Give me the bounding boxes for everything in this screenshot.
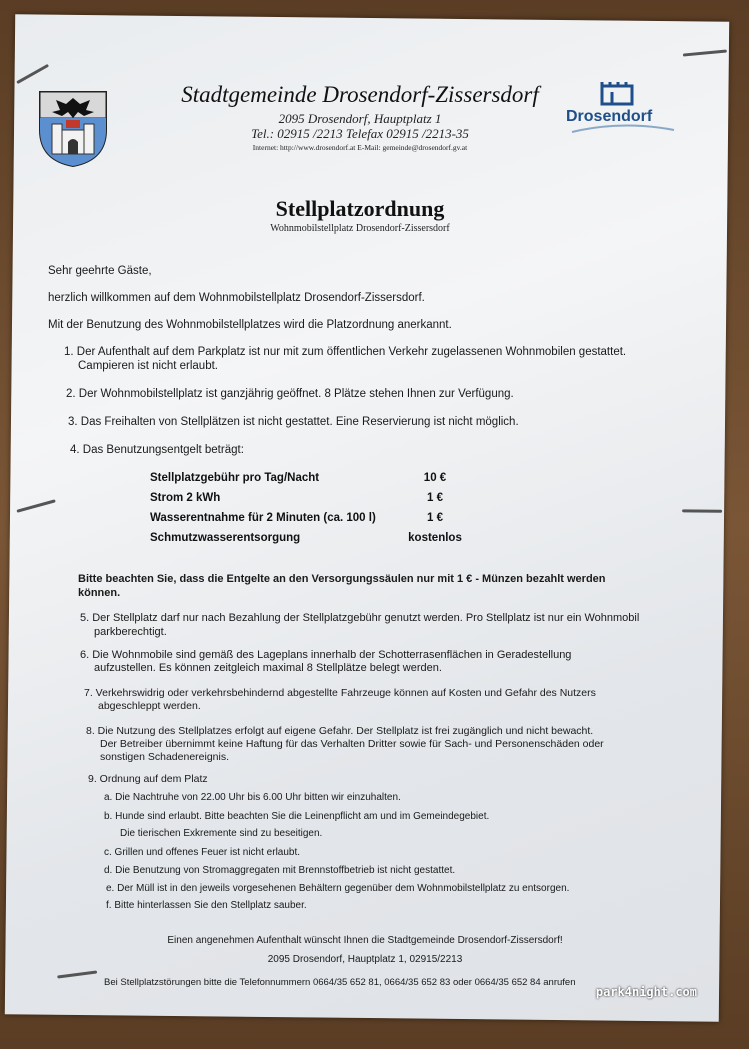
subrule-c: c. Grillen und offenes Feuer ist nicht erlaubt. bbox=[104, 847, 301, 858]
subrule-b: b. Hunde sind erlaubt. Bitte beachten Sie die Leinenpflicht am und im Gemeindegebiet. bbox=[104, 811, 490, 822]
subrule-e: e. Der Müll ist in den jeweils vorgesehenen Behältern gegenüber dem Wohnmobilstellplatz zu entsorgen. bbox=[106, 883, 570, 894]
rule-6-cont: aufzustellen. Es können zeitgleich maximal 8 Stellplätze belegt werden. bbox=[94, 662, 442, 674]
pin-bottom-left bbox=[57, 970, 97, 978]
rule-1: 1. Der Aufenthalt auf dem Parkplatz ist nur mit zum öffentlichen Verkehr zugelassenen Wohnmobilen gestattet. bbox=[64, 346, 627, 358]
pin-mid-left bbox=[16, 499, 55, 513]
acceptance-text: Mit der Benutzung des Wohnmobilstellplatzes wird die Platzordnung anerkannt. bbox=[48, 319, 452, 331]
coat-of-arms-icon bbox=[38, 90, 108, 168]
org-phone: Tel.: 02915 /2213 Telefax 02915 /2213-35 bbox=[251, 126, 469, 141]
drosendorf-logo bbox=[562, 82, 682, 144]
page-title: Stellplatzordnung bbox=[275, 196, 445, 221]
subrule-a: a. Die Nachtruhe von 22.00 Uhr bis 6.00 Uhr bitten wir einzuhalten. bbox=[104, 792, 401, 803]
coin-note-cont: können. bbox=[78, 587, 121, 599]
welcome-text: herzlich willkommen auf dem Wohnmobilstellplatz Drosendorf-Zissersdorf. bbox=[48, 292, 425, 304]
rule-7-cont: abgeschleppt werden. bbox=[98, 700, 201, 712]
fee-value-3: 1 € bbox=[427, 512, 443, 524]
rule-5-cont: parkberechtigt. bbox=[94, 626, 167, 638]
rule-8-cont: Der Betreiber übernimmt keine Haftung für das Verhalten Dritter sowie für Sach- und Personenschäden oder bbox=[100, 738, 604, 750]
fee-value-2: 1 € bbox=[427, 492, 443, 504]
rule-8-cont-2: sonstigen Schadenereignis. bbox=[100, 751, 230, 763]
rule-4: 4. Das Benutzungsentgelt beträgt: bbox=[70, 444, 244, 456]
coin-note: Bitte beachten Sie, dass die Entgelte an den Versorgungssäulen nur mit 1 € - Münzen bezahlt werden bbox=[78, 573, 606, 585]
fee-value-4: kostenlos bbox=[408, 532, 462, 544]
rule-8: 8. Die Nutzung des Stellplatzes erfolgt auf eigene Gefahr. Der Stellplatz ist frei zugänglich und nicht bewacht. bbox=[86, 725, 594, 737]
rule-9: 9. Ordnung auf dem Platz bbox=[88, 773, 208, 785]
fee-label-4: Schmutzwasserentsorgung bbox=[150, 532, 301, 544]
pin-top-left bbox=[16, 64, 49, 84]
org-address: 2095 Drosendorf, Hauptplatz 1 bbox=[278, 111, 442, 126]
rule-6: 6. Die Wohnmobile sind gemäß des Lageplans innerhalb der Schotterrasenflächen in Geradestellung bbox=[80, 649, 572, 661]
subrule-b-cont: Die tierischen Exkremente sind zu beseitigen. bbox=[120, 828, 323, 839]
pin-mid-right bbox=[682, 509, 722, 512]
rule-7: 7. Verkehrswidrig oder verkehrsbehindernd abgestellte Fahrzeuge können auf Kosten und Gefahr des Nutzers bbox=[84, 687, 596, 699]
disturbance-text: Bei Stellplatzstörungen bitte die Telefonnummern 0664/35 652 81, 0664/35 652 83 oder 0664/35 652 84 anrufen bbox=[104, 977, 576, 988]
fee-label-3: Wasserentnahme für 2 Minuten (ca. 100 l) bbox=[150, 512, 376, 524]
org-web: Internet: http://www.drosendorf.at E-Mail: gemeinde@drosendorf.gv.at bbox=[252, 143, 468, 152]
fee-label-2: Strom 2 kWh bbox=[150, 492, 221, 504]
watermark: park4night.com bbox=[595, 985, 697, 999]
page-subtitle: Wohnmobilstellplatz Drosendorf-Zissersdorf bbox=[270, 223, 450, 234]
brand-name: Drosendorf bbox=[566, 108, 653, 125]
subrule-f: f. Bitte hinterlassen Sie den Stellplatz sauber. bbox=[106, 900, 307, 911]
pin-top-right bbox=[683, 49, 727, 56]
rule-2: 2. Der Wohnmobilstellplatz ist ganzjährig geöffnet. 8 Plätze stehen Ihnen zur Verfügung. bbox=[66, 388, 514, 400]
fee-label-1: Stellplatzgebühr pro Tag/Nacht bbox=[150, 472, 320, 484]
fee-value-1: 10 € bbox=[423, 472, 447, 484]
org-name: Stadtgemeinde Drosendorf-Zissersdorf bbox=[181, 82, 539, 107]
subrule-d: d. Die Benutzung von Stromaggregaten mit Brennstoffbetrieb ist nicht gestattet. bbox=[104, 865, 456, 876]
greeting: Sehr geehrte Gäste, bbox=[48, 265, 152, 277]
rule-3: 3. Das Freihalten von Stellplätzen ist nicht gestattet. Eine Reservierung ist nicht möglich. bbox=[68, 416, 519, 428]
rule-5: 5. Der Stellplatz darf nur nach Bezahlung der Stellplatzgebühr genutzt werden. Pro Stellplatz ist nur ein Wohnmobil bbox=[80, 612, 640, 624]
closing-text: Einen angenehmen Aufenthalt wünscht Ihnen die Stadtgemeinde Drosendorf-Zissersdorf! bbox=[167, 935, 563, 946]
rule-1-cont: Campieren ist nicht erlaubt. bbox=[78, 360, 218, 372]
closing-address: 2095 Drosendorf, Hauptplatz 1, 02915/2213 bbox=[267, 954, 463, 965]
